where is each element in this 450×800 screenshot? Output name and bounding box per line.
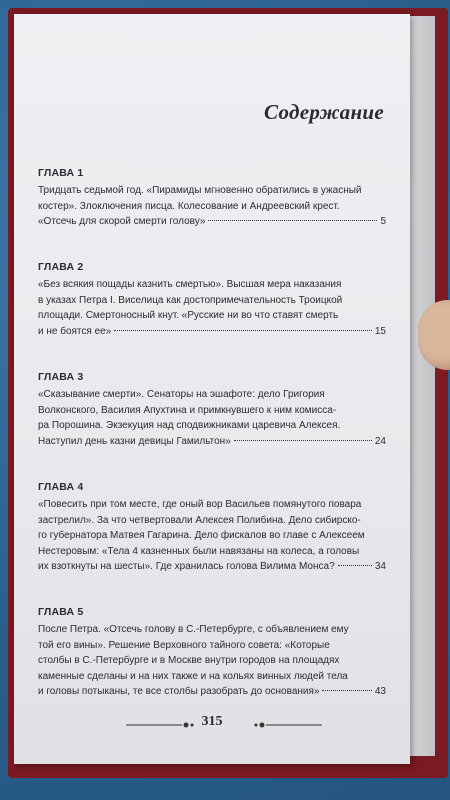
chapter-line: и головы потыканы, те все столбы разобрать до основания» bbox=[38, 686, 320, 698]
chapter-line: «Без всякия пощады казнить смертью». Высшая мера наказания bbox=[38, 279, 342, 290]
chapter-line: Нестеровым: «Тела 4 казненных были навязаны на колеса, а головы bbox=[38, 545, 360, 557]
chapter-line: ра Порошина. Экзекуция над сподвижниками царевича Алексея. bbox=[38, 420, 341, 432]
chapter-last-line bbox=[38, 324, 386, 340]
chapter-line: площади. Смертоносный кнут. «Русские ни во что ставят смерть bbox=[38, 310, 339, 322]
chapter-page-number: 15 bbox=[374, 325, 386, 337]
chapter-page-number: 5 bbox=[380, 216, 386, 228]
chapter-line: После Петра. «Отсечь голову в С.-Петербурге, с объявлением ему bbox=[38, 624, 349, 635]
chapter-label: ГЛАВА 3 bbox=[38, 371, 84, 383]
dot-leader bbox=[208, 220, 377, 221]
dot-leader bbox=[234, 440, 372, 441]
chapter-label: ГЛАВА 4 bbox=[38, 481, 84, 493]
chapter-line: «Повесить при том месте, где оный вор Васильев помянутого повара bbox=[38, 499, 362, 510]
chapter-line: «Отсечь для скорой смерти голову» bbox=[38, 216, 206, 228]
chapter-last-line bbox=[38, 434, 386, 450]
book-page bbox=[14, 14, 410, 764]
chapter-line: Тридцать седьмой год. «Пирамиды мгновенно обратились в ужасный bbox=[38, 185, 362, 196]
chapter-line: столбы в С.-Петербурге и в Москве внутри городов на площадях bbox=[38, 655, 340, 667]
chapter-3 bbox=[38, 371, 386, 449]
chapter-line: го губернатора Матвея Гагарина. Дело фискалов во главе с Алексеем bbox=[38, 530, 365, 542]
chapter-line: их взоткнуты на шесты». Где хранилась голова Вилима Монса? bbox=[38, 561, 335, 573]
chapter-line: в указах Петра I. Виселица как достопримечательность Троицкой bbox=[38, 294, 343, 306]
chapter-line: застрелил». За что четвертовали Алексея Полибина. Дело сибирско- bbox=[38, 514, 361, 526]
chapter-page-number: 24 bbox=[374, 435, 386, 447]
chapter-line: «Сказывание смерти». Сенаторы на эшафоте: дело Григория bbox=[38, 389, 325, 400]
chapter-5 bbox=[38, 606, 386, 700]
chapter-1 bbox=[38, 167, 386, 230]
chapter-page-number: 43 bbox=[374, 686, 386, 698]
chapter-label: ГЛАВА 5 bbox=[38, 606, 84, 618]
chapter-last-line bbox=[38, 684, 386, 700]
chapter-line: той его вины». Решение Верховного тайного совета: «Которые bbox=[38, 639, 330, 651]
chapter-label: ГЛАВА 2 bbox=[38, 261, 84, 273]
chapter-line: Наступил день казни девицы Гамильтон» bbox=[38, 435, 231, 447]
page-title: Содержание bbox=[264, 100, 384, 124]
chapter-line: Волконского, Василия Апухтина и примкнувшего к ним комисса- bbox=[38, 404, 337, 416]
chapter-line: каменные сделаны и на них также и на кольях винных людей тела bbox=[38, 670, 348, 682]
chapter-line: костер». Злоключения писца. Колесование и Андреевский крест. bbox=[38, 200, 340, 212]
dot-leader bbox=[322, 690, 371, 691]
chapter-line: и не боятся ее» bbox=[38, 325, 112, 337]
chapter-2 bbox=[38, 261, 386, 339]
chapter-4 bbox=[38, 481, 386, 575]
chapter-page-number: 34 bbox=[374, 561, 386, 573]
chapter-label: ГЛАВА 1 bbox=[38, 167, 84, 179]
dot-leader bbox=[338, 565, 372, 566]
chapter-last-line bbox=[38, 214, 386, 230]
chapter-last-line bbox=[38, 559, 386, 575]
page-number: 315 bbox=[201, 714, 223, 729]
ornament-right-icon bbox=[252, 721, 322, 729]
dot-leader bbox=[114, 330, 372, 331]
